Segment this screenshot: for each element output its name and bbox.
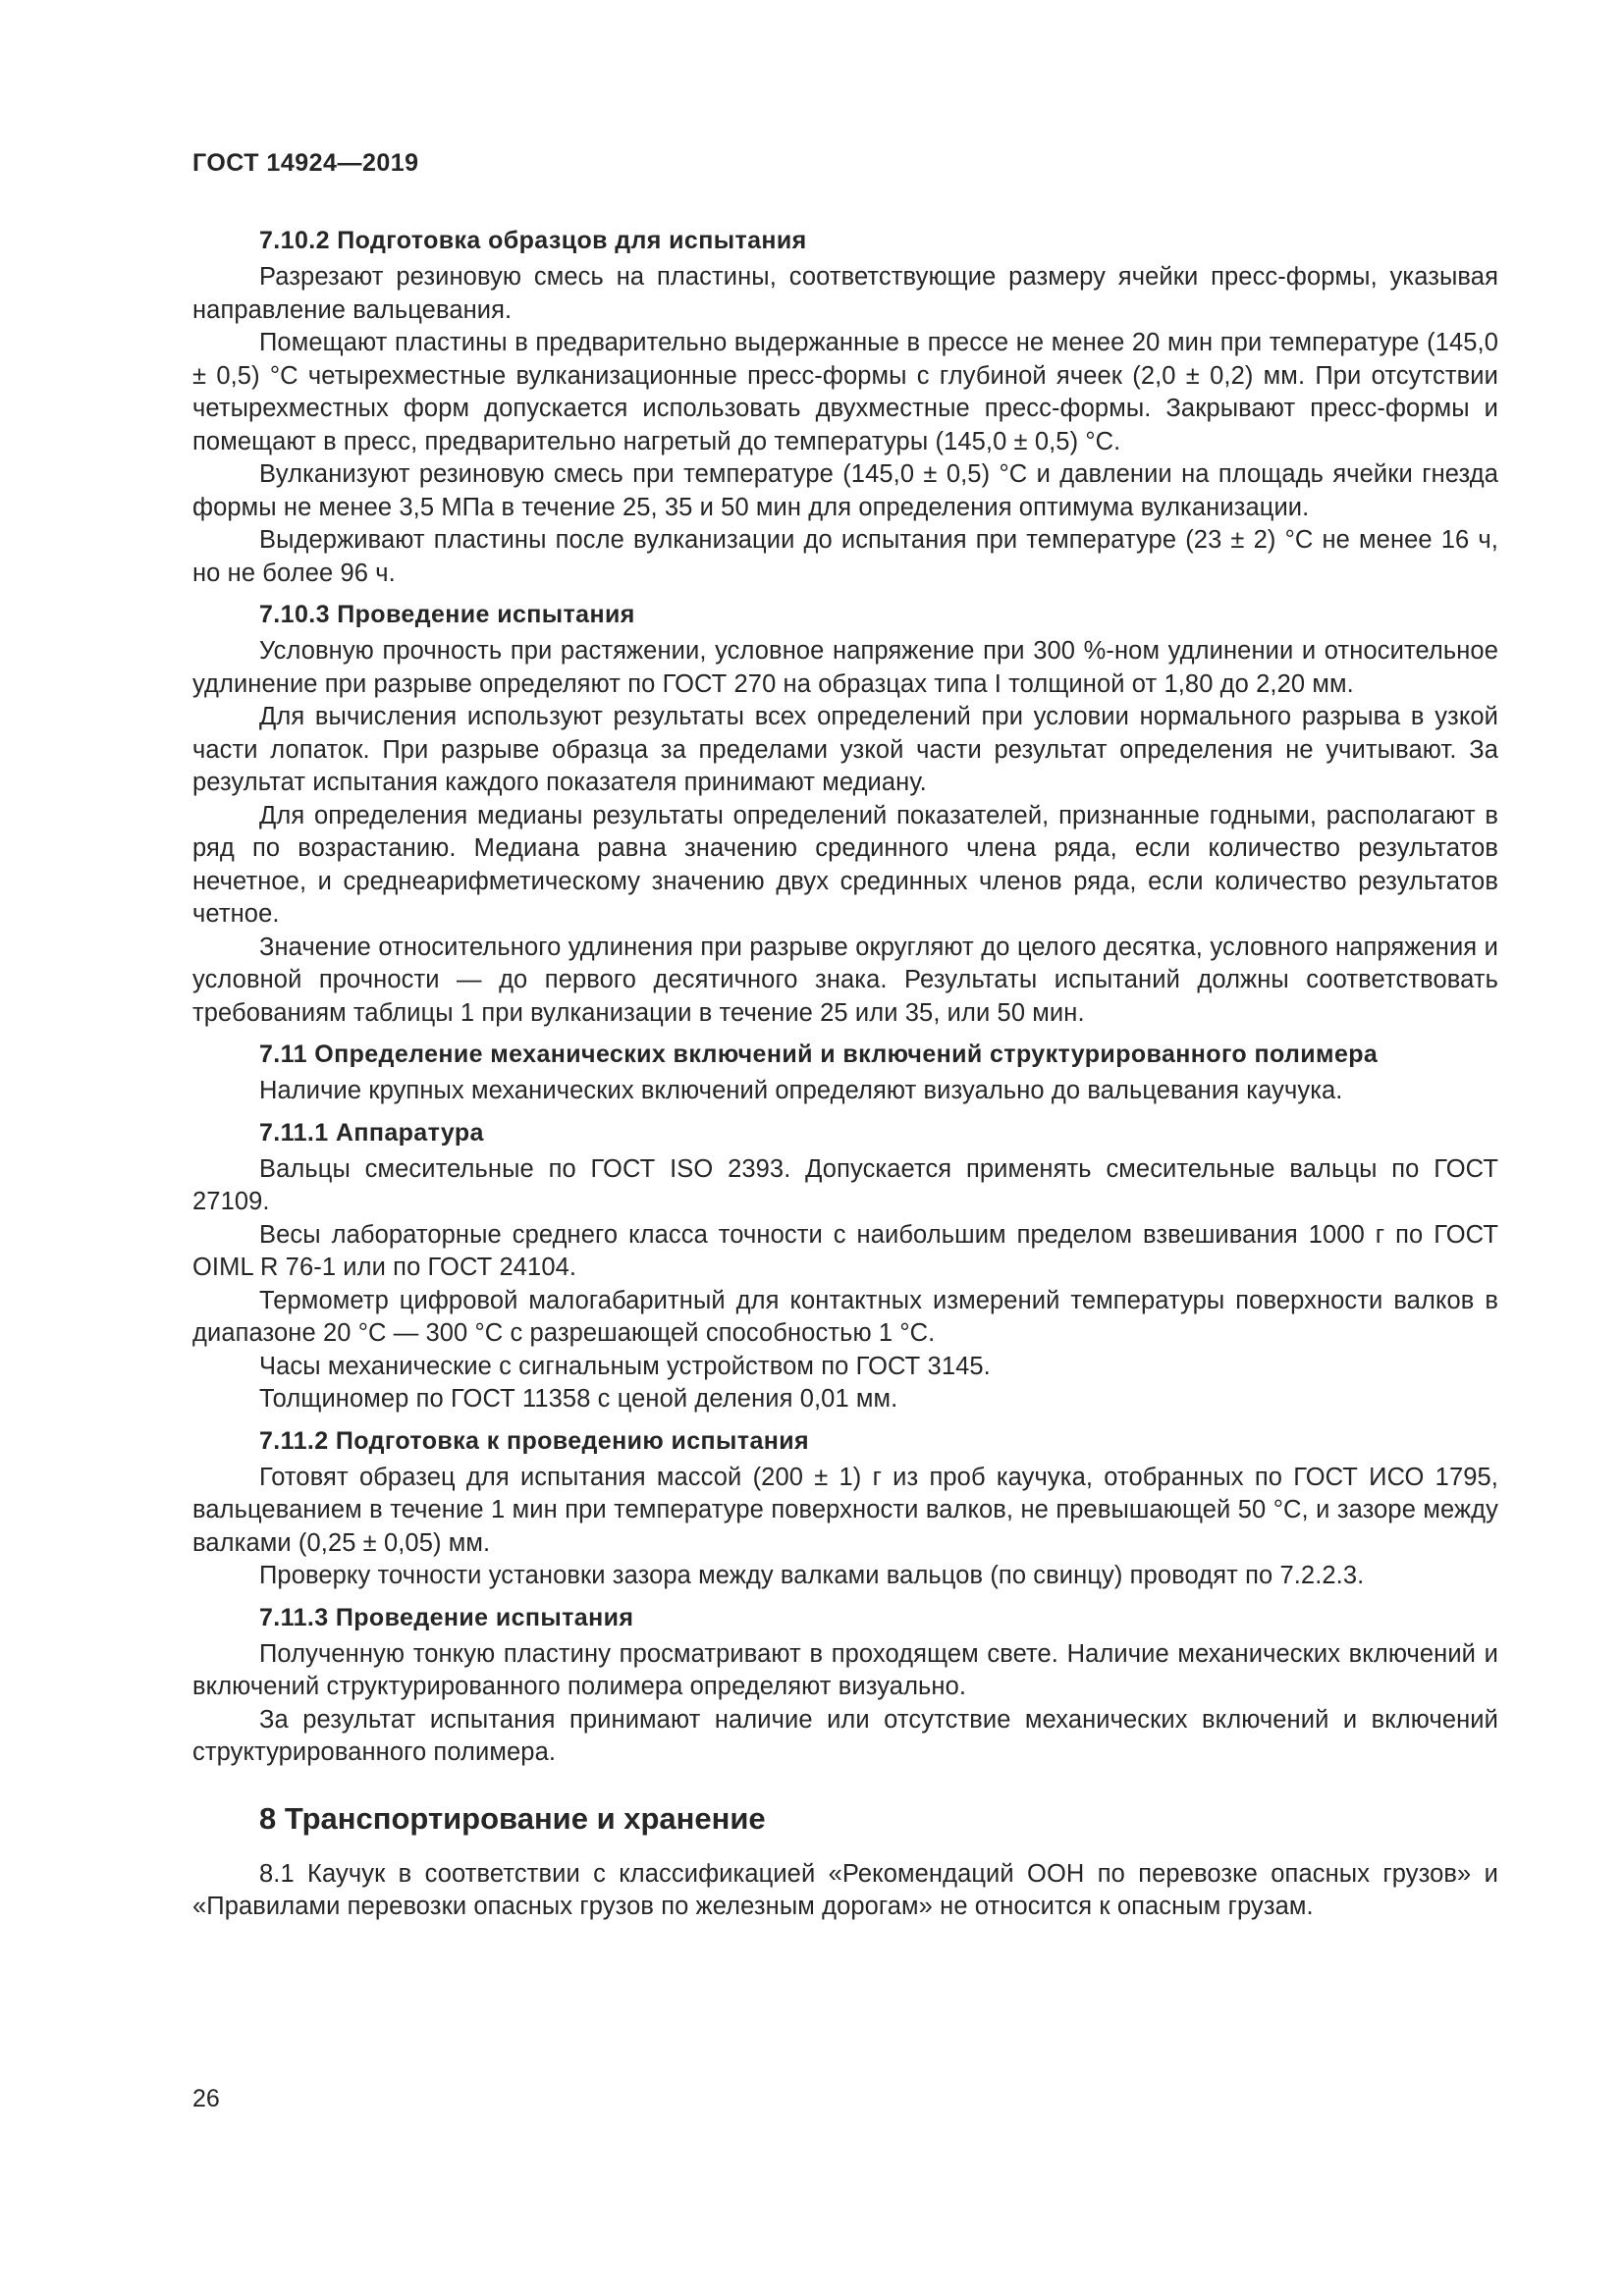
paragraph: Вальцы смесительные по ГОСТ ISO 2393. Допускается применять смесительные вальцы по ГОСТ 27109. bbox=[192, 1154, 1498, 1215]
section-7-10-2 bbox=[192, 224, 1498, 590]
paragraph: Для вычисления используют результаты всех определений при условии нормального разрыва в узкой части лопаток. При разрыве образца за пределами узкой части результат определения не учитывают. За результат испытания каждого показателя принимают медиану. bbox=[192, 703, 1498, 796]
paragraph: Весы лабораторные среднего класса точности с наибольшим пределом взвешивания 1000 г по ГОСТ OIML R 76-1 или по ГОСТ 24104. bbox=[192, 1220, 1498, 1281]
chapter-heading: 8 Транспортирование и хранение bbox=[259, 1800, 766, 1836]
section-heading: 7.10.3 Проведение испытания bbox=[259, 601, 635, 628]
section-heading: 7.11.3 Проведение испытания bbox=[259, 1603, 634, 1631]
paragraph: Для определения медианы результаты определений показателей, признанные годными, располагают в ряд по возрастанию. Медиана равна значению срединного члена ряда, если количество результатов нечетное, и среднеарифметическому значению двух срединных членов ряда, если количество результатов четное. bbox=[192, 801, 1498, 928]
document-body bbox=[192, 224, 1498, 1924]
section-7-10-3 bbox=[192, 598, 1498, 1030]
paragraph: За результат испытания принимают наличие или отсутствие механических включений и включений структурированного полимера. bbox=[192, 1705, 1498, 1766]
document-header: ГОСТ 14924—2019 bbox=[192, 149, 419, 177]
section-heading: 7.11.2 Подготовка к проведению испытания bbox=[259, 1426, 810, 1455]
section-heading: 7.11 Определение механических включений и включений структурированного полимера bbox=[259, 1041, 1379, 1068]
section-heading: 7.11.1 Аппаратура bbox=[259, 1118, 484, 1147]
section-7-11-3 bbox=[192, 1601, 1498, 1770]
section-7-11-2 bbox=[192, 1424, 1498, 1593]
paragraph: Наличие крупных механических включений определяют визуально до вальцевания каучука. bbox=[259, 1077, 1343, 1104]
paragraph: Помещают пластины в предварительно выдержанные в прессе не менее 20 мин при температуре (145,0 ± 0,5) °С четырехместные вулканизационные пресс-формы с глубиной ячеек (2,0 ± 0,2) мм. При отсутствии четырехместных форм допускается использовать двухместные пресс-формы. Закрывают пресс-формы и помещают в пресс, предварительно нагретый до температуры (145,0 ± 0,5) °С. bbox=[192, 329, 1498, 455]
section-8 bbox=[192, 1799, 1498, 1924]
section-7-11 bbox=[192, 1038, 1498, 1108]
paragraph: Значение относительного удлинения при разрыве округляют до целого десятка, условного напряжения и условной прочности — до первого десятичного знака. Результаты испытаний должны соответствовать требованиям таблицы 1 при вулканизации в течение 25 или 35, или 50 мин. bbox=[192, 933, 1498, 1027]
paragraph: Термометр цифровой малогабаритный для контактных измерений температуры поверхности валков в диапазоне 20 °С — 300 °С с разрешающей способностью 1 °С. bbox=[192, 1286, 1498, 1347]
paragraph: Часы механические с сигнальным устройством по ГОСТ 3145. bbox=[259, 1352, 991, 1380]
paragraph: Выдерживают пластины после вулканизации до испытания при температуре (23 ± 2) °С не менее 16 ч, но не более 96 ч. bbox=[192, 526, 1498, 587]
section-7-11-1 bbox=[192, 1116, 1498, 1416]
paragraph: 8.1 Каучук в соответствии с классификацией «Рекомендаций ООН по перевозке опасных грузов» и «Правилами перевозки опасных грузов по железным дорогам» не относится к опасным грузам. bbox=[192, 1859, 1498, 1920]
paragraph: Вулканизуют резиновую смесь при температуре (145,0 ± 0,5) °С и давлении на площадь ячейки гнезда формы не менее 3,5 МПа в течение 25, 35 и 50 мин для определения оптимума вулканизации. bbox=[192, 460, 1498, 521]
paragraph: Проверку точности установки зазора между валками вальцов (по свинцу) проводят по 7.2.2.3. bbox=[259, 1562, 1365, 1589]
paragraph: Готовят образец для испытания массой (200 ± 1) г из проб каучука, отобранных по ГОСТ ИСО 1795, вальцеванием в течение 1 мин при температуре поверхности валков, не превышающей 50 °С, и зазоре между валками (0,25 ± 0,05) мм. bbox=[192, 1463, 1498, 1557]
paragraph: Разрезают резиновую смесь на пластины, соответствующие размеру ячейки пресс-формы, указывая направление вальцевания. bbox=[192, 263, 1498, 324]
section-heading: 7.10.2 Подготовка образцов для испытания bbox=[259, 227, 807, 254]
paragraph: Полученную тонкую пластину просматривают в проходящем свете. Наличие механических включений и включений структурированного полимера определяют визуально. bbox=[192, 1639, 1498, 1700]
paragraph: Толщиномер по ГОСТ 11358 с ценой деления 0,01 мм. bbox=[259, 1385, 898, 1413]
paragraph: Условную прочность при растяжении, условное напряжение при 300 %-ном удлинении и относительное удлинение при разрыве определяют по ГОСТ 270 на образцах типа I толщиной от 1,80 до 2,20 мм. bbox=[192, 637, 1498, 698]
page-number: 26 bbox=[192, 2085, 220, 2112]
